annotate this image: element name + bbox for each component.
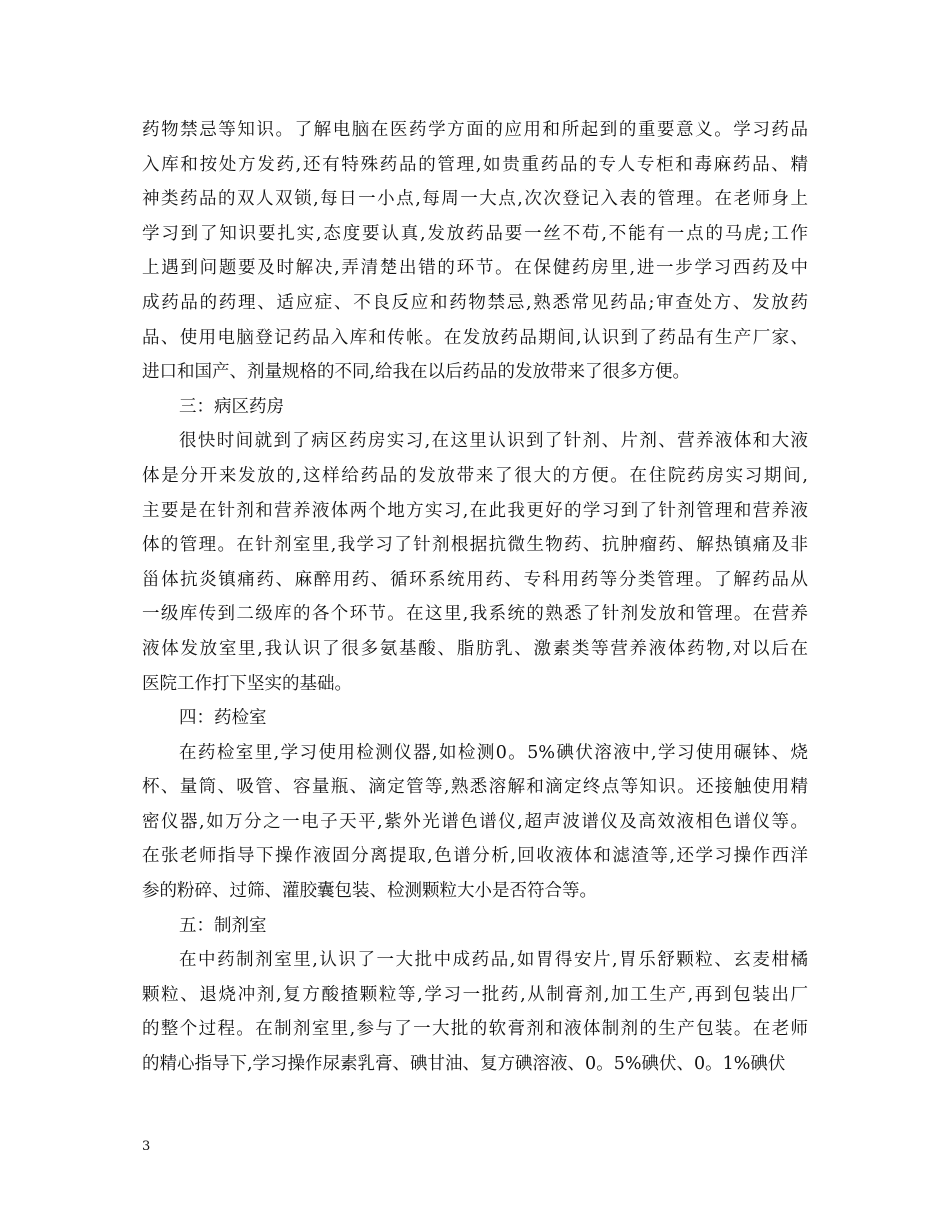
paragraph <box>142 736 808 909</box>
text-line: 杯、量筒、吸管、容量瓶、滴定管等,熟悉溶解和滴定终点等知识。还接触使用精 <box>142 777 808 798</box>
text-line: 体的管理。在针剂室里,我学习了针剂根据抗微生物药、抗肿瘤药、解热镇痛及非 <box>142 535 808 556</box>
text-line: 甾体抗炎镇痛药、麻醉用药、循环系统用药、专科用药等分类管理。了解药品从 <box>142 569 808 590</box>
text-line: 参的粉碎、过筛、灌胶囊包装、检测颗粒大小是否符合等。 <box>142 881 597 902</box>
text-line: 医院工作打下坚实的基础。 <box>142 673 352 694</box>
page-number: 3 <box>142 1139 151 1154</box>
section-heading <box>142 390 808 425</box>
paragraph <box>142 113 808 390</box>
paragraph <box>142 943 808 1081</box>
text-line: 的精心指导下,学习操作尿素乳膏、碘甘油、复方碘溶液、0。5%碘伏、0。1%碘伏 <box>142 1054 786 1075</box>
text-line: 的整个过程。在制剂室里,参与了一大批的软膏剂和液体制剂的生产包装。在老师 <box>142 1019 808 1040</box>
text-line: 密仪器,如万分之一电子天平,紫外光谱色谱仪,超声波谱仪及高效液相色谱仪等。 <box>142 811 808 832</box>
section-heading <box>142 701 808 736</box>
text-line: 品、使用电脑登记药品入库和传帐。在发放药品期间,认识到了药品有生产厂家、 <box>142 327 808 348</box>
text-line: 五：制剂室 <box>179 915 267 936</box>
text-line: 一级库传到二级库的各个环节。在这里,我系统的熟悉了针剂发放和管理。在营养 <box>142 604 808 625</box>
document-body <box>142 113 808 1082</box>
text-line: 入库和按处方发药,还有特殊药品的管理,如贵重药品的专人专柜和毒麻药品、精 <box>142 154 808 175</box>
text-line: 很快时间就到了病区药房实习,在这里认识到了针剂、片剂、营养液体和大液 <box>179 431 808 452</box>
text-line: 上遇到问题要及时解决,弄清楚出错的环节。在保健药房里,进一步学习西药及中 <box>142 258 808 279</box>
paragraph <box>142 424 808 701</box>
text-line: 进口和国产、剂量规格的不同,给我在以后药品的发放带来了很多方便。 <box>142 362 691 383</box>
text-line: 颗粒、退烧冲剂,复方酸揸颗粒等,学习一批药,从制膏剂,加工生产,再到包装出厂 <box>142 984 808 1005</box>
text-line: 主要是在针剂和营养液体两个地方实习,在此我更好的学习到了针剂管理和营养液 <box>142 500 808 521</box>
text-line: 神类药品的双人双锁,每日一小点,每周一大点,次次登记入表的管理。在老师身上 <box>142 189 808 210</box>
text-line: 成药品的药理、适应症、不良反应和药物禁忌,熟悉常见药品;审查处方、发放药 <box>142 292 808 313</box>
text-line: 在中药制剂室里,认识了一大批中成药品,如胃得安片,胃乐舒颗粒、玄麦柑橘 <box>179 950 808 971</box>
text-line: 药物禁忌等知识。了解电脑在医药学方面的应用和所起到的重要意义。学习药品 <box>142 120 808 140</box>
text-line: 体是分开来发放的,这样给药品的发放带来了很大的方便。在住院药房实习期间, <box>142 465 808 486</box>
text-line: 在药检室里,学习使用检测仪器,如检测0。5%碘伏溶液中,学习使用碾钵、烧 <box>179 742 808 763</box>
text-line: 四：药检室 <box>179 708 267 729</box>
text-line: 在张老师指导下操作液固分离提取,色谱分析,回收液体和滤渣等,还学习操作西洋 <box>142 846 808 867</box>
section-heading <box>142 909 808 944</box>
text-line: 三：病区药房 <box>179 396 284 417</box>
text-line: 液体发放室里,我认识了很多氨基酸、脂肪乳、激素类等营养液体药物,对以后在 <box>142 638 808 659</box>
text-line: 学习到了知识要扎实,态度要认真,发放药品要一丝不苟,不能有一点的马虎;工作 <box>142 223 808 244</box>
